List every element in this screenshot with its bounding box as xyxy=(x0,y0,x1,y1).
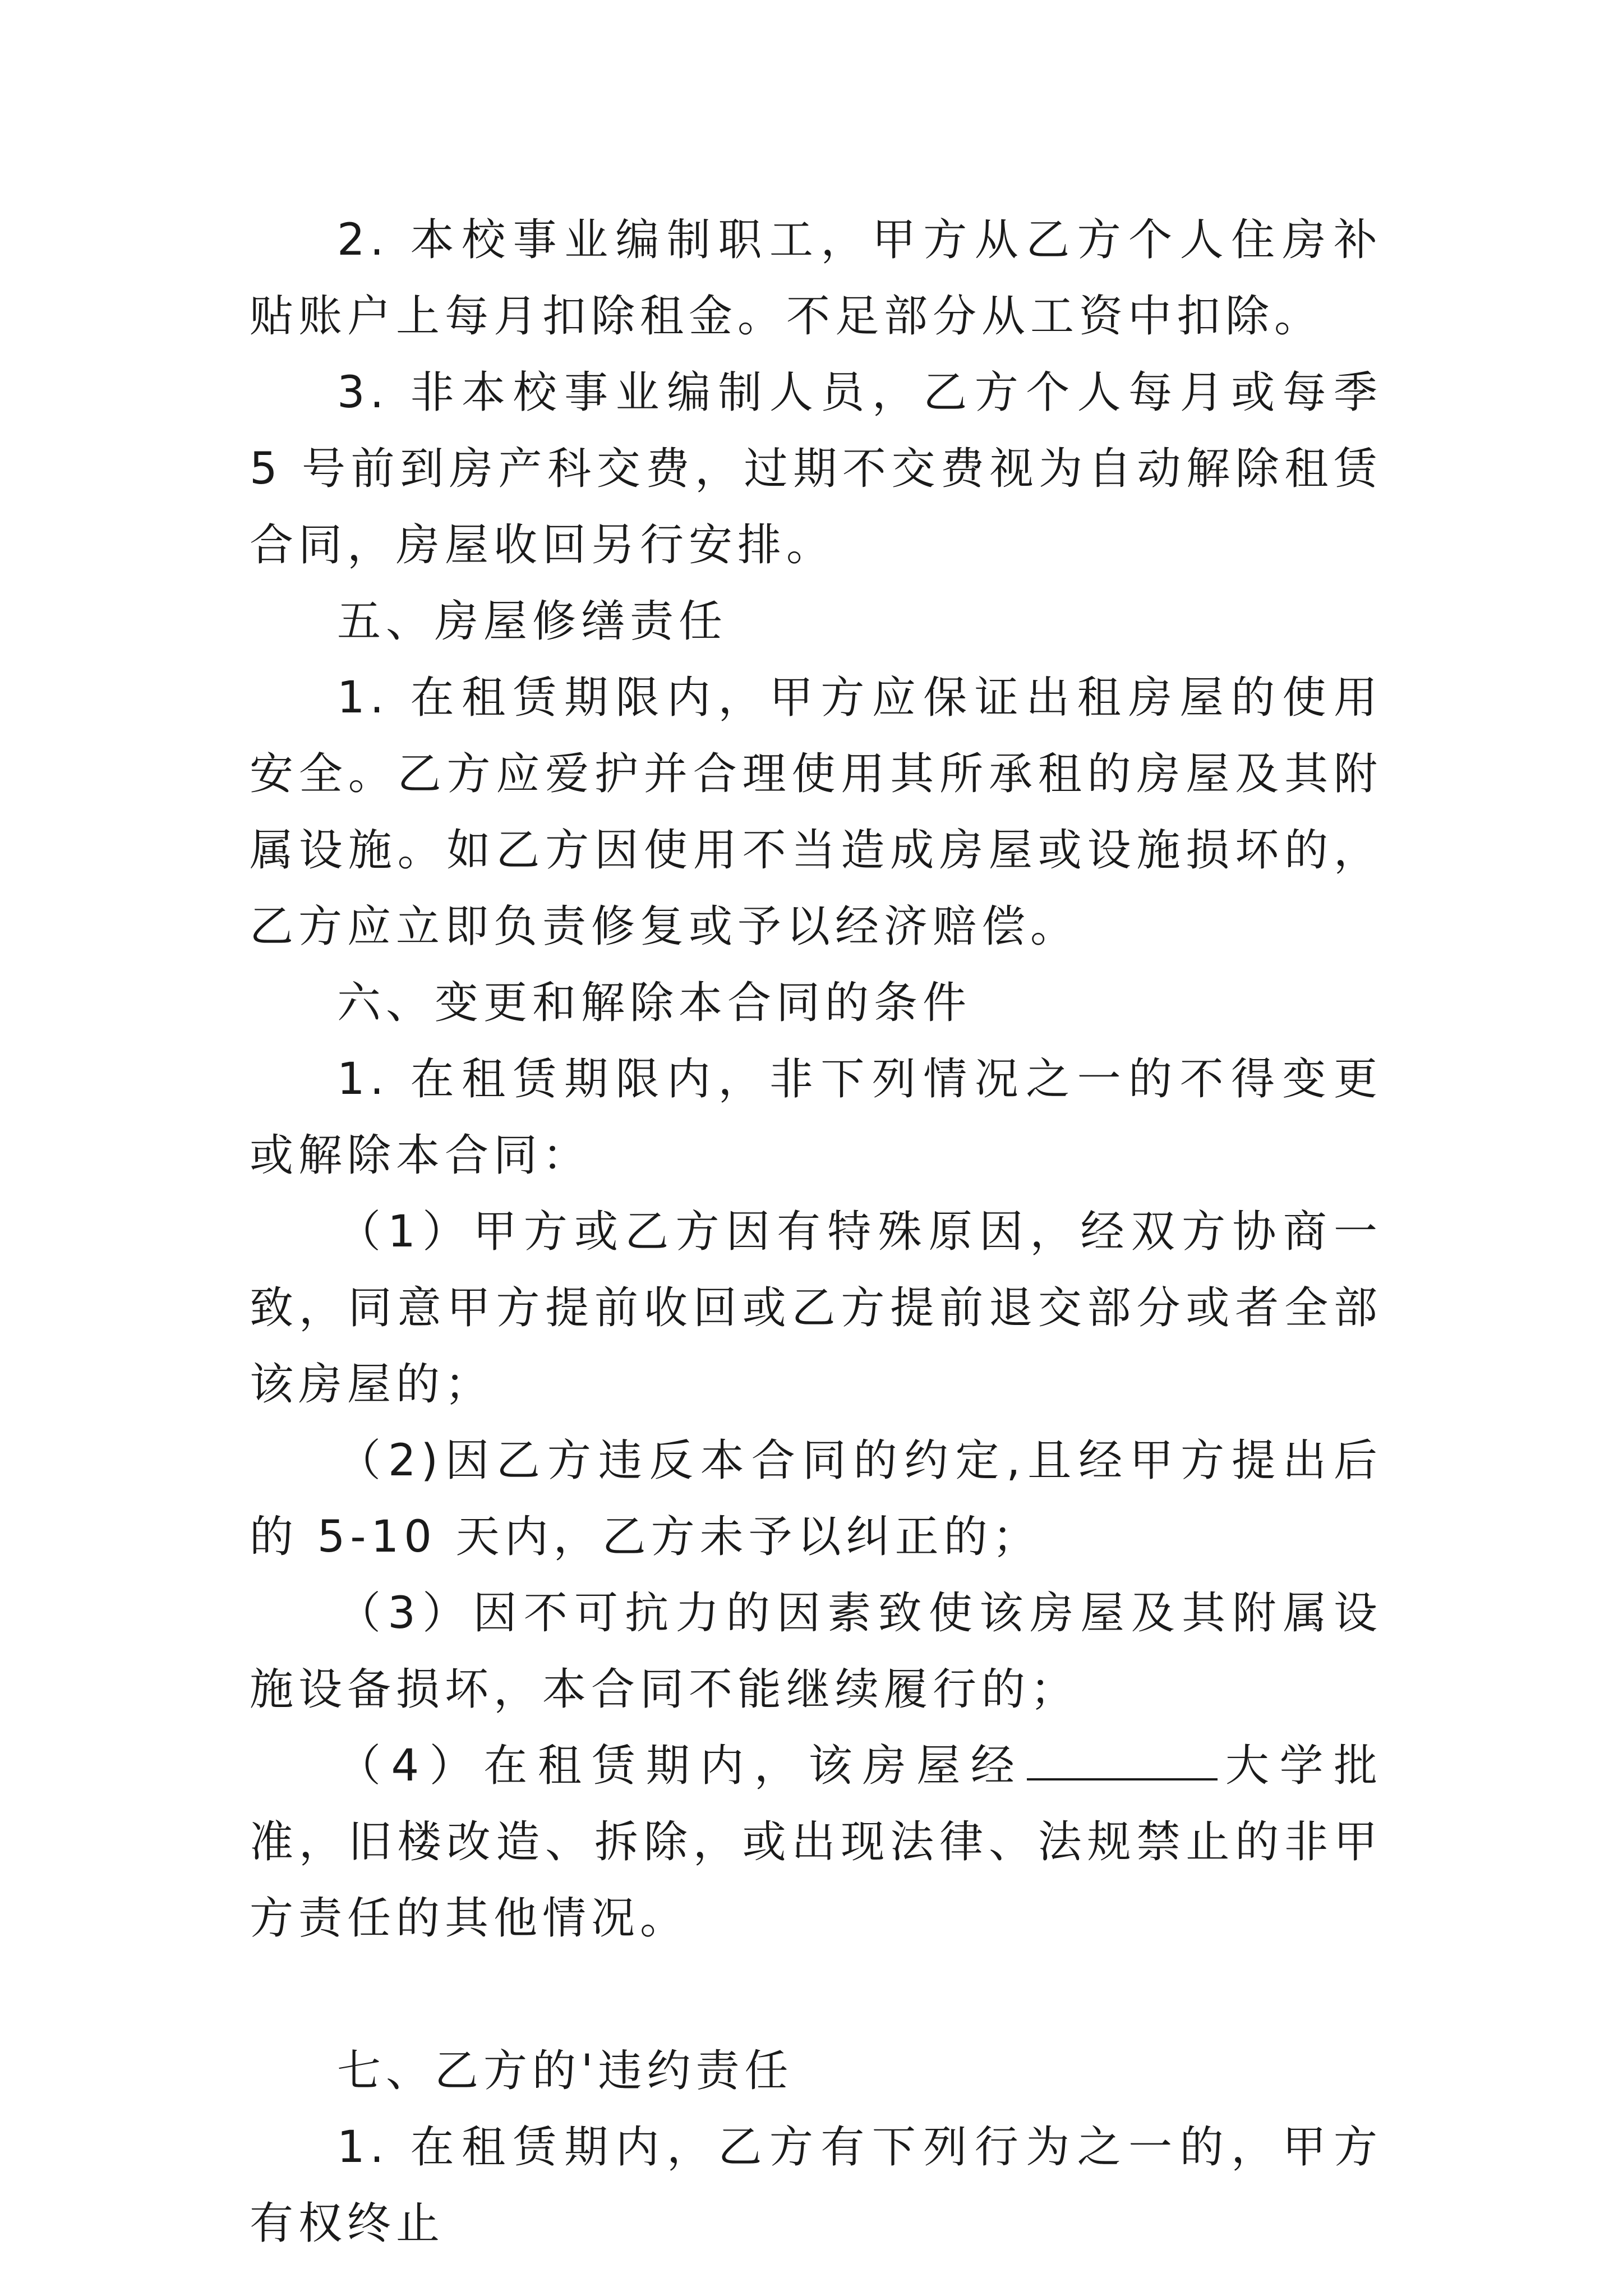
clause-6-1: 1. 在租赁期限内，非下列情况之一的不得变更或解除本合同： xyxy=(250,1054,1382,1181)
item-6-1-4 xyxy=(250,1728,1382,1957)
item-6-1-3: （3）因不可抗力的因素致使该房屋及其附属设施设备损坏，本合同不能继续履行的； xyxy=(250,1588,1382,1715)
section-heading-6: 六、变更和解除本合同的条件 xyxy=(337,978,972,1028)
clause-4-3: 3. 非本校事业编制人员，乙方个人每月或每季 5 号前到房产科交费，过期不交费视为自动解除租赁合同，房屋收回另行安排。 xyxy=(250,367,1382,570)
clause-4-2: 2. 本校事业编制职工，甲方从乙方个人住房补贴账户上每月扣除租金。不足部分从工资中扣除。 xyxy=(250,215,1382,342)
blank-line xyxy=(1027,1743,1218,1780)
section-heading-5: 五、房屋修缮责任 xyxy=(337,596,728,647)
item-6-1-4-before: （4）在租赁期内，该房屋经 xyxy=(337,1741,1025,1791)
clause-7-1: 1. 在租赁期内，乙方有下列行为之一的，甲方有权终止 xyxy=(250,2122,1382,2249)
item-6-1-2: （2)因乙方违反本合同的约定,且经甲方提出后的 5-10 天内，乙方未予以纠正的； xyxy=(250,1435,1382,1562)
item-6-1-1: （1）甲方或乙方因有特殊原因，经双方协商一致，同意甲方提前收回或乙方提前退交部分或者全部该房屋的； xyxy=(250,1207,1382,1410)
document-body xyxy=(250,202,1382,2262)
section-heading-7: 七、乙方的'违约责任 xyxy=(337,2046,794,2096)
clause-5-1: 1. 在租赁期限内，甲方应保证出租房屋的使用安全。乙方应爱护并合理使用其所承租的房屋及其附属设施。如乙方因使用不当造成房屋或设施损坏的，乙方应立即负责修复或予以经济赔偿。 xyxy=(250,673,1382,952)
item-6-1-4-after: 大学批准，旧楼改造、拆除，或出现法律、法规禁止的非甲方责任的其他情况。 xyxy=(250,1741,1382,1944)
spacer xyxy=(250,1957,1382,2033)
